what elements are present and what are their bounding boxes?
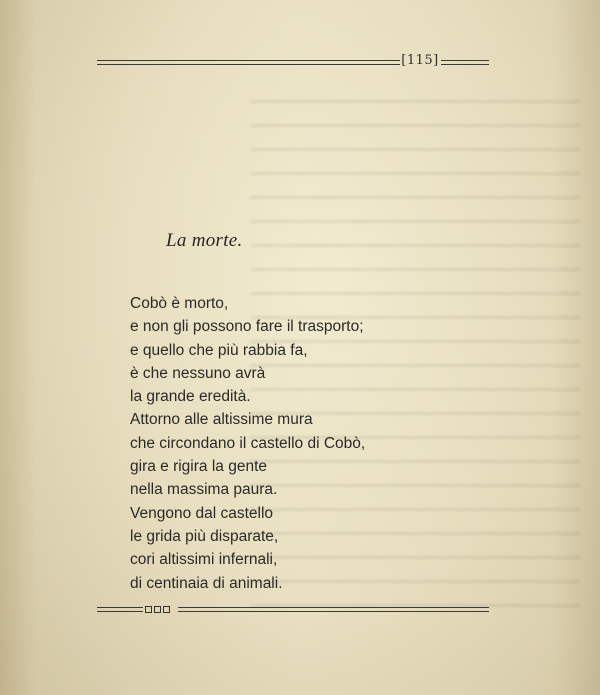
poem-line: le grida più disparate, [130,527,279,545]
footer-rule-right [178,607,489,612]
footer-rule-left [97,607,143,612]
poem-line: Cobò è morto, [130,295,229,312]
poem-body [130,292,365,595]
poem-line: gira e rigira la gente [130,458,267,476]
header-rule-right [441,60,489,65]
page-number: [115] [401,53,439,68]
poem-line: Attorno alle altissime mura [130,411,313,429]
ornament-square [145,606,152,613]
poem-line: nella massima paura. [130,481,278,499]
poem-line: e quello che più rabbia fa, [130,341,308,359]
poem-line: di centinaia di animali. [130,574,283,592]
poem-line: che circondano il castello di Cobò, [130,434,366,452]
footer-ornament [145,606,170,613]
header-rule-left [97,60,400,65]
poem-line: cori altissimi infernali, [130,551,278,569]
poem-line: è che nessuno avrà [130,364,266,382]
poem-line: Vengono dal castello [130,504,274,522]
ornament-square [154,606,161,613]
poem-line: la grande eredità. [130,388,251,406]
ornament-square [163,606,170,613]
poem-title: La morte. [166,230,243,251]
poem-line: e non gli possono fare il trasporto; [130,318,364,336]
